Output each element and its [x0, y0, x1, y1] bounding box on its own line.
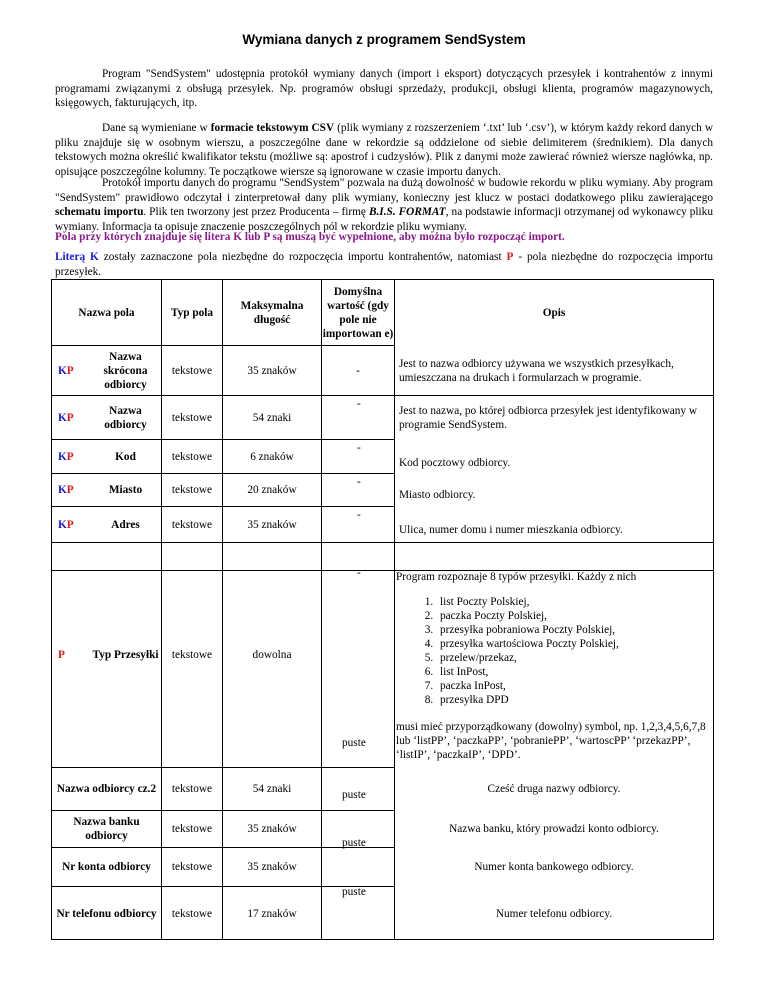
flag-p: P [58, 649, 65, 661]
import-text-e: , na podstawie informacji otrzymanej od wykonawcy pliku wymiany. Informacja ta opisuje znaczenie poszczególnych pól w rekordzie pliku wymiany. [55, 206, 713, 233]
field-default: - [356, 364, 360, 377]
field-desc: Numer konta bankowego odbiorcy. [474, 861, 634, 873]
header-desc: Opis [542, 306, 566, 319]
field-maxlen: 6 znaków [250, 450, 294, 463]
flag-p: P [66, 411, 74, 424]
field-name: Typ Przesyłki [92, 649, 159, 661]
csv-text-a: Dane są wymieniane w [102, 122, 211, 134]
shipment-types-list [396, 595, 716, 707]
field-type: tekstowe [171, 518, 213, 531]
field-name: Nazwa skrócona odbiorcy [103, 350, 148, 391]
field-default: - [357, 476, 361, 488]
flag-p: P [66, 518, 74, 531]
field-type: tekstowe [171, 861, 213, 873]
legend-p: P [506, 251, 514, 263]
import-text-c: . Plik ten tworzony jest przez Producenta – firmę [143, 206, 369, 218]
field-desc: Miasto odbiorcy. [399, 489, 476, 501]
fields-table [51, 279, 714, 940]
field-maxlen: 17 znaków [247, 907, 297, 920]
field-type: tekstowe [171, 649, 213, 661]
field-default: puste [342, 886, 366, 898]
flag-k: K [58, 450, 67, 463]
field-maxlen: 54 znaki [252, 783, 292, 795]
list-item: 7. paczka InPost, [436, 679, 716, 693]
field-desc: Jest to nazwa, po której odbiorca przesyłek jest identyfikowany w programie SendSystem. [399, 404, 698, 431]
field-desc: Cześć druga nazwy odbiorcy. [487, 783, 621, 795]
flag-p: P [66, 450, 74, 463]
field-desc: Numer telefonu odbiorcy. [495, 907, 613, 920]
legend-paragraph [55, 250, 713, 279]
csv-format-emphasis: formacie tekstowym CSV [210, 122, 335, 134]
field-maxlen: 35 znaków [247, 518, 297, 531]
field-name: Nr telefonu odbiorcy [56, 907, 157, 920]
producer-name: B.I.S. FORMAT [368, 206, 446, 218]
field-default: - [357, 567, 361, 579]
field-desc: Nazwa banku, który prowadzi konto odbiorcy. [449, 823, 659, 835]
list-item: 8. przesyłka DPD [436, 693, 716, 707]
field-type: tekstowe [171, 411, 213, 424]
list-item: 3. przesyłka pobraniowa Poczty Polskiej, [436, 623, 716, 637]
list-item: 2. paczka Poczty Polskiej, [436, 609, 716, 623]
field-type: tekstowe [171, 364, 213, 377]
field-maxlen: 35 znaków [247, 823, 297, 835]
field-default: puste [342, 789, 366, 801]
csv-text-c: (plik wymiany z rozszerzeniem ‘.txt’ lub ‘.csv’), w którym każdy rekord danych w pliku znajduje się w osobnym wierszu, a poszczególne dane w rekordzie są oddzielone od siebie delimiterem (średnikiem). Dla danych tekstowych można określić kwalifikator tekstu (możliwe są: apostrof i cudzysłów). Plik z danymi może zawierać również wiersze nagłówka, np. opisujące poszczególne kolumny. Te początkowe wiersze są ignorowane w czasie importu danych. [55, 122, 713, 178]
field-maxlen: dowolna [252, 649, 292, 661]
field-type: tekstowe [171, 823, 213, 835]
csv-paragraph [55, 121, 713, 179]
row-flags [52, 440, 90, 473]
field-name: Adres [111, 518, 140, 531]
field-default: - [357, 509, 361, 521]
flag-k: K [58, 411, 67, 424]
flag-p: P [66, 364, 74, 377]
field-type: tekstowe [171, 484, 213, 496]
shipment-intro: Program rozpoznaje 8 typów przesyłki. Każdy z nich [396, 571, 637, 583]
row-flags [52, 474, 90, 506]
legend-text-d: - pola niezbędne do rozpoczęcia importu przesyłek. [55, 251, 713, 278]
page-title: Wymiana danych z programem SendSystem [242, 32, 526, 47]
field-default: - [357, 442, 361, 454]
legend-text-b: zostały zaznaczone pola niezbędne do rozpoczęcia importu kontrahentów, natomiast [98, 251, 507, 263]
intro-text: Program "SendSystem" udostępnia protokół wymiany danych (import i eksport) dotyczących przesyłek i kontrahentów z innymi programami związanymi z obsługą przesyłek. Np. programów obsługi sprzedaży, produkcji, obsługi klienta, programów magazynowych, księgowych, fakturujących, itp. [55, 68, 713, 109]
field-name: Nazwa odbiorcy [104, 404, 147, 431]
field-maxlen: 35 znaków [247, 364, 297, 377]
import-paragraph [55, 176, 713, 234]
field-type: tekstowe [171, 450, 213, 463]
shipment-types-desc [396, 570, 716, 762]
field-default: - [357, 398, 361, 410]
header-name: Nazwa pola [78, 306, 135, 319]
field-desc: Jest to nazwa odbiorcy używana we wszystkich przesyłkach, umieszczana na drukach i formularzach w programie. [399, 357, 674, 384]
header-type: Typ pola [170, 306, 214, 319]
flag-p: P [66, 484, 74, 496]
header-maxlen: Maksymalna długość [240, 299, 304, 326]
field-name: Nr konta odbiorcy [62, 861, 151, 873]
list-item: 6. list InPost, [436, 665, 716, 679]
field-type: tekstowe [171, 907, 213, 920]
field-type: tekstowe [171, 783, 213, 795]
list-item: 4. przesyłka wartościowa Poczty Polskiej, [436, 637, 716, 651]
flag-k: K [58, 364, 67, 377]
legend-k: Literą K [55, 251, 99, 263]
field-name: Nazwa odbiorcy cz.2 [56, 783, 157, 795]
intro-paragraph [55, 67, 713, 111]
field-default: puste [342, 737, 366, 749]
list-item: 5. przelew/przekaz, [436, 651, 716, 665]
field-maxlen: 54 znaki [252, 411, 292, 424]
field-default: puste [342, 837, 366, 849]
field-name: Nazwa banku odbiorcy [73, 816, 140, 842]
field-desc: Kod pocztowy odbiorcy. [399, 456, 511, 469]
required-fields-note: Pola przy których znajduje się litera K lub P są muszą być wypełnione, aby można było rozpocząć import. [55, 231, 565, 243]
row-flags [52, 346, 90, 395]
row-flags [52, 543, 90, 767]
header-default: Domyślna wartość (gdy pole nie importowan e) [322, 285, 394, 340]
field-name: Miasto [108, 484, 143, 496]
shipment-outro: musi mieć przyporządkowany (dowolny) symbol, np. 1,2,3,4,5,6,7,8 lub ‘listPP’, ‘paczkaPP’, ‘pobraniePP’, ‘wartoscPP’ ‘przekazPP’, ‘listIP’, ‘paczkaIP’, ‘DPD’. [396, 721, 706, 761]
row-flags [52, 396, 90, 439]
list-item: 1. list Poczty Polskiej, [436, 595, 716, 609]
flag-k: K [58, 484, 67, 496]
flag-k: K [58, 518, 67, 531]
field-name: Kod [115, 450, 136, 463]
import-text-a: Protokół importu danych do programu "SendSystem" pozwala na dużą dowolność w budowie rekordu w pliku wymiany. Aby program "SendSystem" prawidłowo odczytał i zinterpretował dany plik wymiany, konieczny jest klucz w postaci dodatkowego pliku zawierającego [55, 177, 713, 204]
field-desc: Ulica, numer domu i numer mieszkania odbiorcy. [399, 523, 623, 536]
field-maxlen: 35 znaków [247, 861, 297, 873]
row-flags [52, 507, 90, 542]
import-schema-emphasis: schematu importu [55, 206, 144, 218]
field-maxlen: 20 znaków [247, 484, 297, 496]
